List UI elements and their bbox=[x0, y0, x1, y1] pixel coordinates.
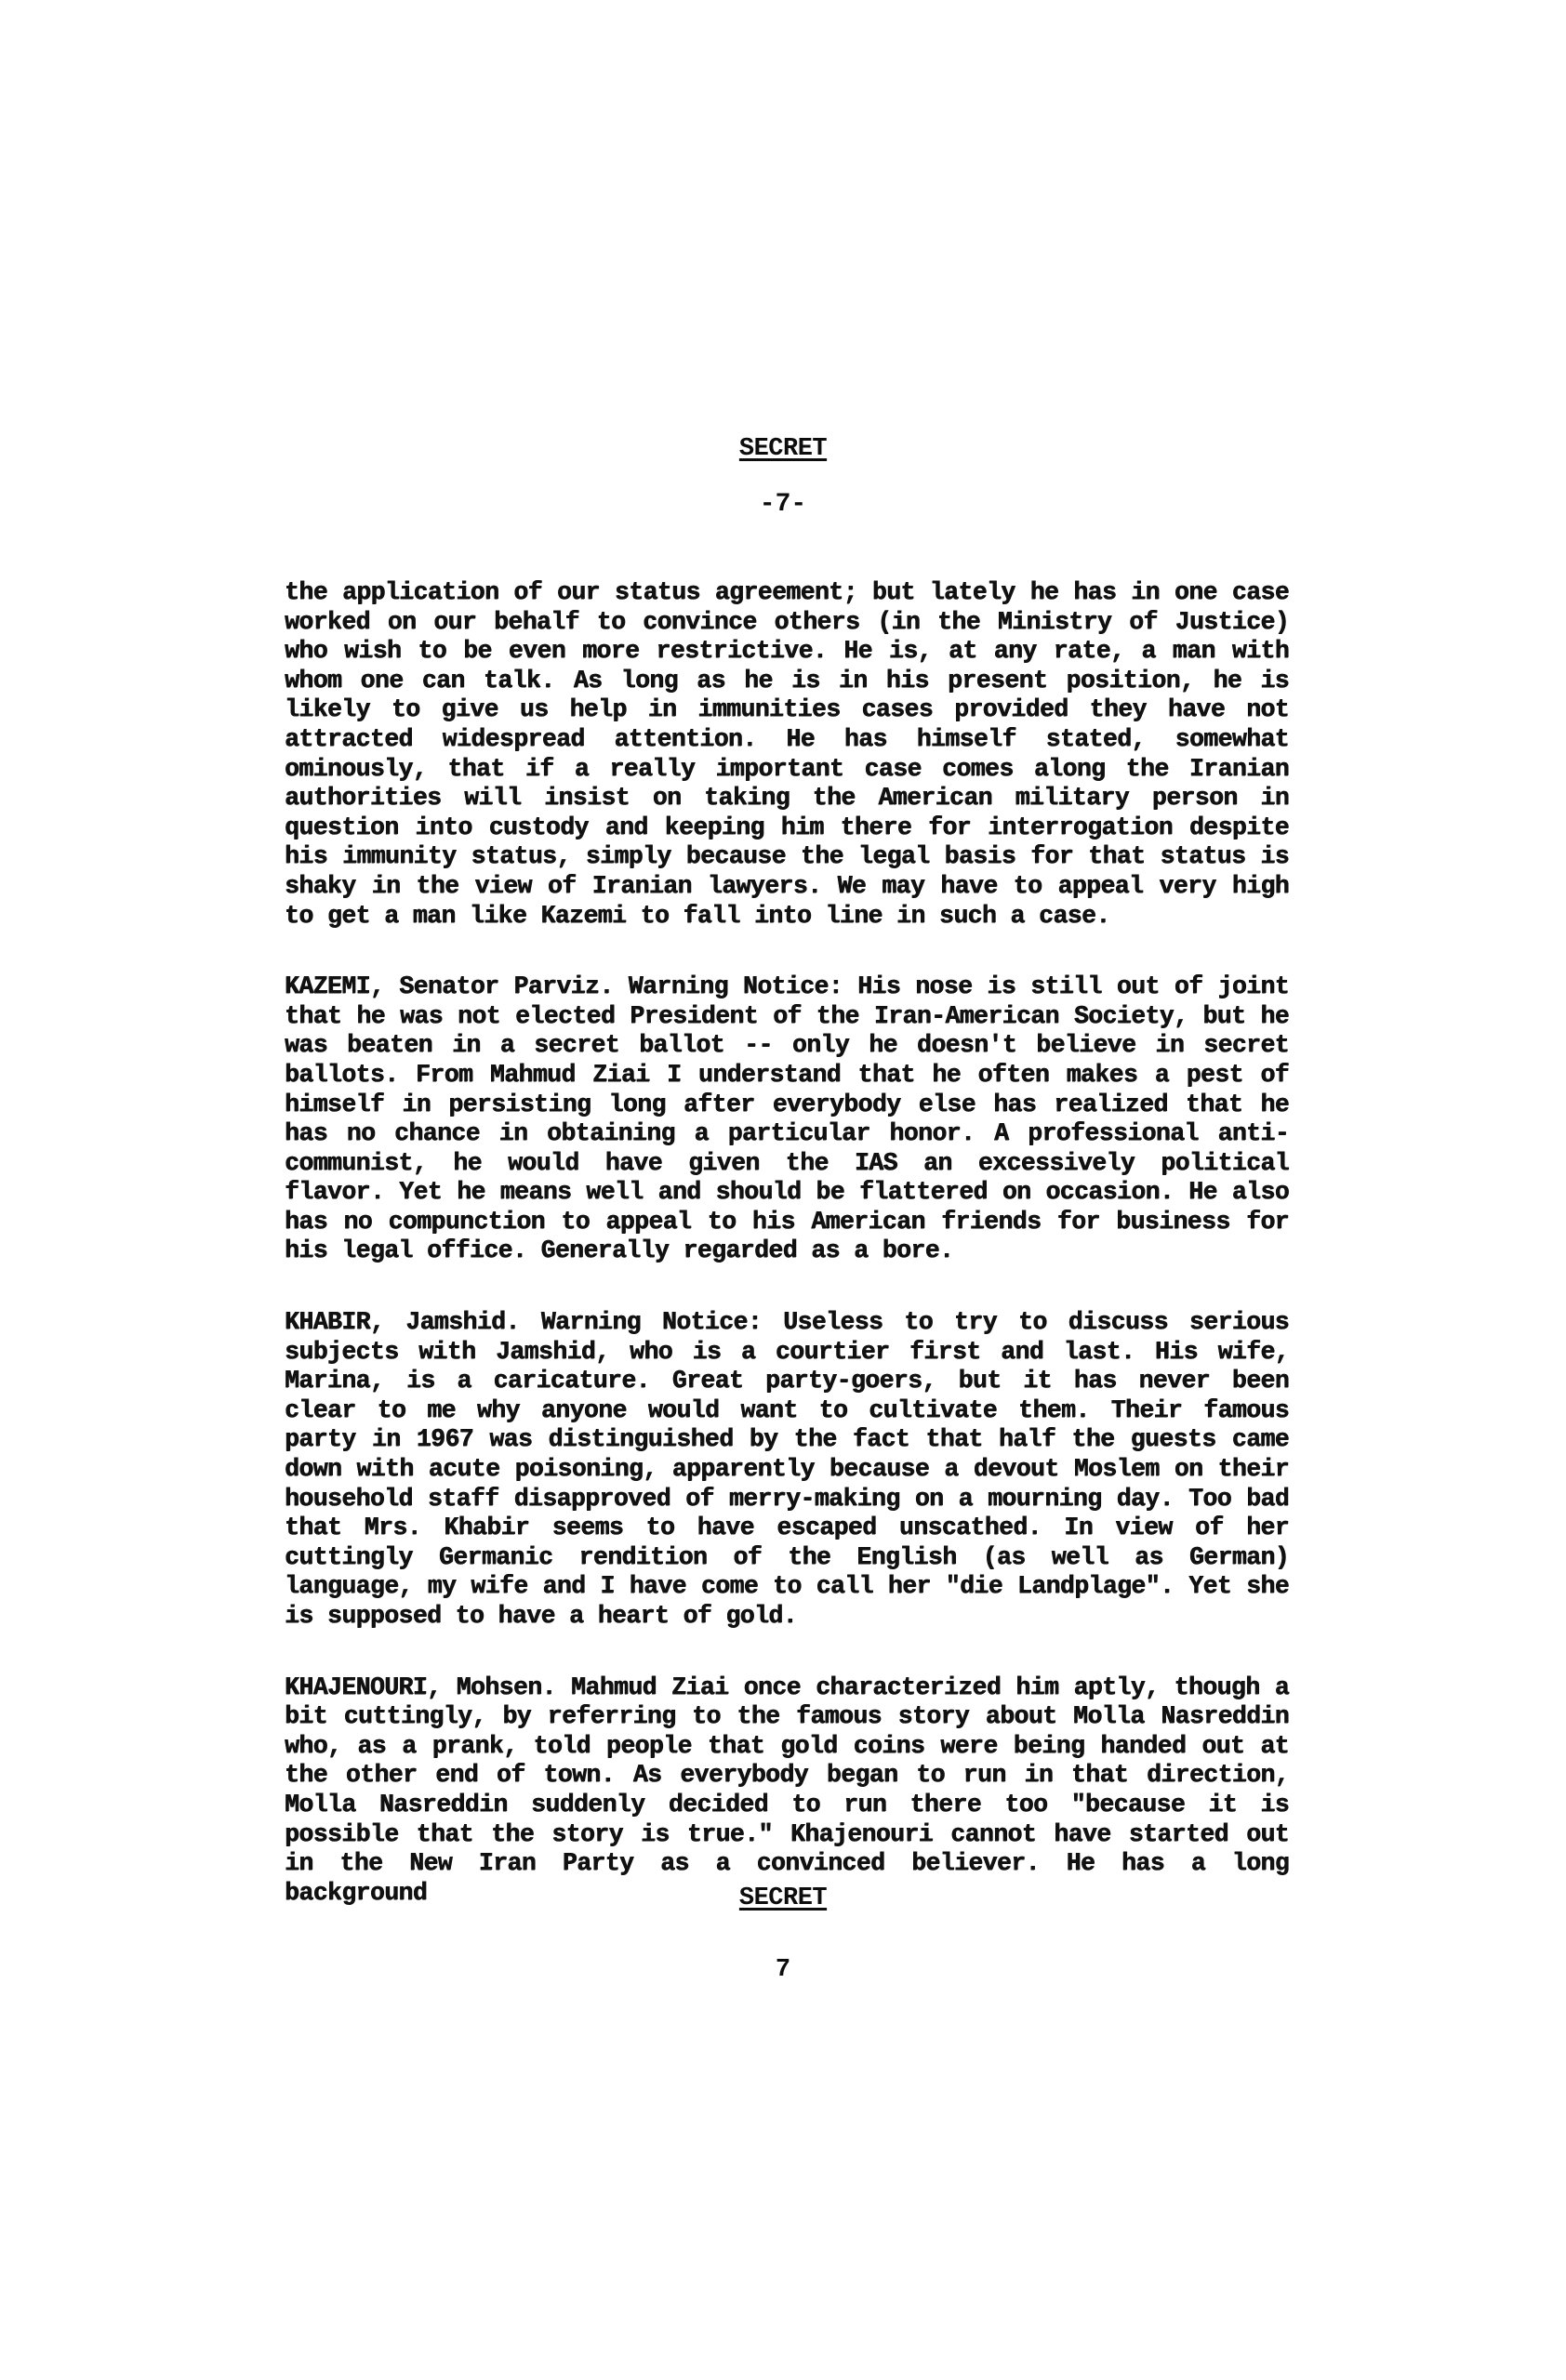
page-label-top: -7- bbox=[759, 490, 807, 519]
paragraph-continuation-kazemi: the application of our status agreement; but lately he has in one case worked on our behalf to convince others (in the Ministry of Justice) who wish to be even more restrictive. He is, at any rate, a man with whom one can talk. As long as he is in his present position, he is likely to give us help in immunities cases provided they have not attracted widespread attention. He has himself stated, somewhat ominously, that if a really important case comes along the Iranian authorities will insist on taking the American military person in question into custody and keeping him there for interrogation despite his immunity status, simply because the legal basis for that status is shaky in the view of Iranian lawyers. We may have to appeal very high to get a man like Kazemi to fall into line in such a case. bbox=[285, 578, 1289, 930]
classification-marking-top: SECRET bbox=[738, 435, 828, 463]
page-number-bottom: 7 bbox=[775, 1956, 791, 1984]
paragraph-khajenouri-mohsen: KHAJENOURI, Mohsen. Mahmud Ziai once characterized him aptly, though a bit cuttingly, by referring to the famous story about Molla Nasreddin who, as a prank, told people that gold coins were being handed out at the other end of town. As everybody began to run in that direction, Molla Nasreddin suddenly decided to run there too "because it is possible that the story is true." Khajenouri cannot have started out in the New Iran Party as a convinced believer. He has a long background bbox=[285, 1673, 1289, 1907]
paragraph-kazemi-parviz: KAZEMI, Senator Parviz. Warning Notice: His nose is still out of joint that he was not elected President of the Iran-American Society, but he was beaten in a secret ballot -- only he doesn't believe in secret ballots. From Mahmud Ziai I understand that he often makes a pest of himself in persisting long after everybody else has realized that he has no chance in obtaining a particular honor. A professional anti-communist, he would have given the IAS an excessively political flavor. Yet he means well and should be flattered on occasion. He also has no compunction to appeal to his American friends for business for his legal office. Generally regarded as a bore. bbox=[285, 972, 1289, 1265]
document-body bbox=[285, 578, 1289, 1950]
paragraph-khabir-jamshid: KHABIR, Jamshid. Warning Notice: Useless to try to discuss serious subjects with Jamshid, who is a courtier first and last. His wife, Marina, is a caricature. Great party-goers, but it has never been clear to me why anyone would want to cultivate them. Their famous party in 1967 was distinguished by the fact that half the guests came down with acute poisoning, apparently because a devout Moslem on their household staff disapproved of merry-making on a mourning day. Too bad that Mrs. Khabir seems to have escaped unscathed. In view of her cuttingly Germanic rendition of the English (as well as German) language, my wife and I have come to call her "die Landplage". Yet she is supposed to have a heart of gold. bbox=[285, 1308, 1289, 1630]
classification-marking-bottom: SECRET bbox=[738, 1884, 828, 1912]
